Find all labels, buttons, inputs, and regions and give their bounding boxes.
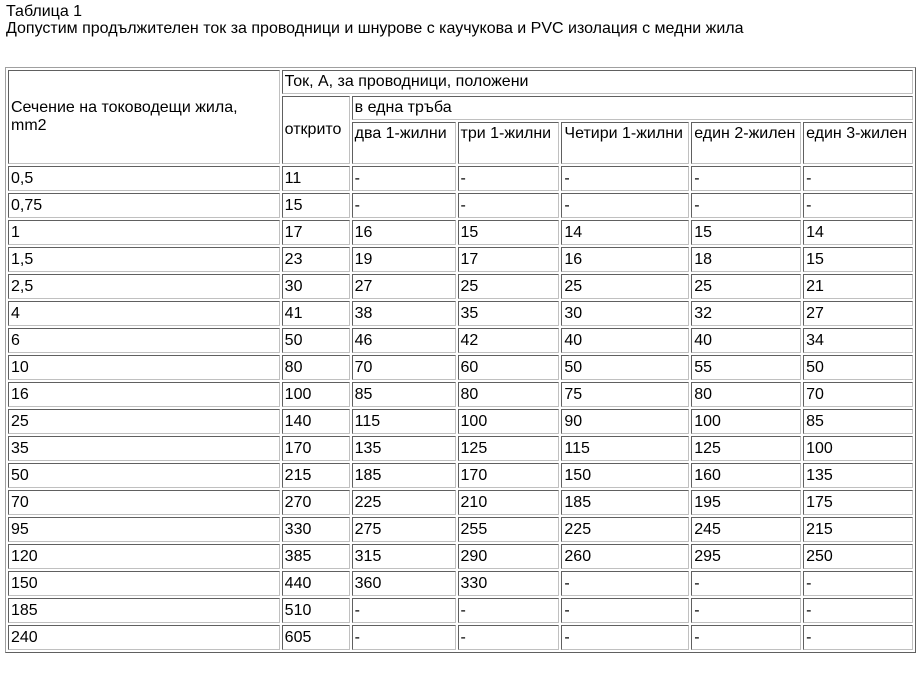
section-cell: 50 — [8, 463, 280, 488]
table-row — [8, 625, 913, 650]
section-cell: 16 — [8, 382, 280, 407]
current-cell: 25 — [691, 274, 801, 299]
current-cell: 70 — [352, 355, 456, 380]
current-cell: 385 — [282, 544, 350, 569]
current-cell: 40 — [561, 328, 689, 353]
section-cell: 25 — [8, 409, 280, 434]
current-cell: 270 — [282, 490, 350, 515]
current-cell: - — [561, 598, 689, 623]
current-cell: - — [458, 193, 560, 218]
current-cell: 215 — [803, 517, 913, 542]
table-row — [8, 409, 913, 434]
table-row — [8, 490, 913, 515]
current-cell: - — [561, 193, 689, 218]
current-cell: 21 — [803, 274, 913, 299]
current-cell: 15 — [282, 193, 350, 218]
current-cell: 55 — [691, 355, 801, 380]
current-cell: 30 — [282, 274, 350, 299]
section-cell: 95 — [8, 517, 280, 542]
header-three-single: три 1-жилни — [458, 122, 560, 164]
section-cell: 6 — [8, 328, 280, 353]
current-cell: - — [803, 193, 913, 218]
table-row — [8, 274, 913, 299]
section-cell: 1 — [8, 220, 280, 245]
section-cell: 150 — [8, 571, 280, 596]
table-row — [8, 463, 913, 488]
current-cell: 35 — [458, 301, 560, 326]
section-cell: 35 — [8, 436, 280, 461]
current-cell: 275 — [352, 517, 456, 542]
current-cell: 510 — [282, 598, 350, 623]
table-body — [8, 166, 913, 650]
current-cell: 135 — [803, 463, 913, 488]
current-cell: - — [691, 166, 801, 191]
current-cell: - — [458, 166, 560, 191]
current-cell: - — [458, 598, 560, 623]
current-cell: - — [691, 193, 801, 218]
section-cell: 0,5 — [8, 166, 280, 191]
current-cell: 170 — [282, 436, 350, 461]
current-cell: 15 — [803, 247, 913, 272]
current-cell: - — [352, 625, 456, 650]
current-cell: 290 — [458, 544, 560, 569]
current-cell: 140 — [282, 409, 350, 434]
current-cell: 50 — [803, 355, 913, 380]
current-cell: 38 — [352, 301, 456, 326]
current-cell: 75 — [561, 382, 689, 407]
current-cell: 27 — [352, 274, 456, 299]
current-cell: 250 — [803, 544, 913, 569]
current-cell: 80 — [458, 382, 560, 407]
current-cell: 17 — [458, 247, 560, 272]
section-cell: 10 — [8, 355, 280, 380]
section-cell: 0,75 — [8, 193, 280, 218]
current-table — [5, 67, 916, 653]
header-two-single: два 1-жилни — [352, 122, 456, 164]
current-cell: 170 — [458, 463, 560, 488]
current-cell: 115 — [561, 436, 689, 461]
current-cell: 80 — [282, 355, 350, 380]
table-row — [8, 571, 913, 596]
current-cell: 245 — [691, 517, 801, 542]
current-cell: 150 — [561, 463, 689, 488]
header-one-two: един 2-жилен — [691, 122, 801, 164]
current-cell: 185 — [352, 463, 456, 488]
current-cell: 14 — [803, 220, 913, 245]
header-one-three: един 3-жилен — [803, 122, 913, 164]
current-cell: 14 — [561, 220, 689, 245]
current-cell: 225 — [561, 517, 689, 542]
current-cell: 330 — [282, 517, 350, 542]
current-cell: - — [352, 598, 456, 623]
current-cell: 100 — [282, 382, 350, 407]
current-cell: 27 — [803, 301, 913, 326]
current-cell: - — [803, 598, 913, 623]
current-cell: 360 — [352, 571, 456, 596]
table-row — [8, 517, 913, 542]
current-cell: 42 — [458, 328, 560, 353]
table-row — [8, 301, 913, 326]
header-open: открито — [282, 96, 350, 164]
current-cell: 185 — [561, 490, 689, 515]
table-row — [8, 328, 913, 353]
current-cell: 135 — [352, 436, 456, 461]
current-cell: 100 — [458, 409, 560, 434]
current-cell: 16 — [352, 220, 456, 245]
current-cell: - — [561, 166, 689, 191]
section-cell: 1,5 — [8, 247, 280, 272]
current-cell: 15 — [458, 220, 560, 245]
current-cell: 195 — [691, 490, 801, 515]
current-cell: 70 — [803, 382, 913, 407]
section-cell: 185 — [8, 598, 280, 623]
current-cell: 46 — [352, 328, 456, 353]
current-cell: 315 — [352, 544, 456, 569]
current-cell: 25 — [561, 274, 689, 299]
current-cell: - — [803, 166, 913, 191]
table-row — [8, 436, 913, 461]
current-cell: - — [803, 625, 913, 650]
header-section: Сечение на тоководещи жила, mm2 — [8, 70, 280, 164]
section-cell: 240 — [8, 625, 280, 650]
current-cell: - — [561, 571, 689, 596]
current-cell: 175 — [803, 490, 913, 515]
current-cell: 30 — [561, 301, 689, 326]
current-cell: 210 — [458, 490, 560, 515]
current-cell: - — [803, 571, 913, 596]
current-cell: 215 — [282, 463, 350, 488]
header-in-tube: в една тръба — [352, 96, 913, 120]
table-title: Таблица 1 — [6, 3, 83, 20]
current-cell: 85 — [352, 382, 456, 407]
current-cell: 225 — [352, 490, 456, 515]
table-row — [8, 166, 913, 191]
table-row — [8, 382, 913, 407]
section-cell: 4 — [8, 301, 280, 326]
current-cell: 90 — [561, 409, 689, 434]
current-cell: 260 — [561, 544, 689, 569]
current-cell: 100 — [691, 409, 801, 434]
current-cell: 32 — [691, 301, 801, 326]
table-row — [8, 193, 913, 218]
current-cell: 60 — [458, 355, 560, 380]
current-cell: 605 — [282, 625, 350, 650]
table-subtitle: Допустим продължителен ток за проводници и шнурове с каучукова и PVC изолация с медни жила — [6, 20, 744, 37]
section-cell: 120 — [8, 544, 280, 569]
table-row — [8, 544, 913, 569]
current-cell: 160 — [691, 463, 801, 488]
current-cell: - — [561, 625, 689, 650]
current-cell: 16 — [561, 247, 689, 272]
table-caption — [6, 3, 744, 37]
current-cell: 125 — [458, 436, 560, 461]
current-cell: 295 — [691, 544, 801, 569]
current-cell: 15 — [691, 220, 801, 245]
current-cell: 11 — [282, 166, 350, 191]
current-cell: 41 — [282, 301, 350, 326]
table-row — [8, 355, 913, 380]
header-current: Ток, А, за проводници, положени — [282, 70, 913, 94]
current-cell: 330 — [458, 571, 560, 596]
table-row — [8, 247, 913, 272]
current-cell: 115 — [352, 409, 456, 434]
current-cell: 255 — [458, 517, 560, 542]
current-cell: 19 — [352, 247, 456, 272]
current-cell: 18 — [691, 247, 801, 272]
current-cell: 50 — [282, 328, 350, 353]
current-cell: 100 — [803, 436, 913, 461]
table-row — [8, 598, 913, 623]
current-cell: 34 — [803, 328, 913, 353]
current-cell: - — [691, 625, 801, 650]
current-cell: 40 — [691, 328, 801, 353]
section-cell: 2,5 — [8, 274, 280, 299]
current-cell: - — [691, 571, 801, 596]
header-four-single: Четири 1-жилни — [561, 122, 689, 164]
current-cell: - — [352, 166, 456, 191]
current-cell: 440 — [282, 571, 350, 596]
current-cell: 50 — [561, 355, 689, 380]
table-row — [8, 220, 913, 245]
section-cell: 70 — [8, 490, 280, 515]
current-cell: 25 — [458, 274, 560, 299]
current-cell: - — [691, 598, 801, 623]
current-cell: 85 — [803, 409, 913, 434]
current-cell: 80 — [691, 382, 801, 407]
current-cell: - — [352, 193, 456, 218]
current-cell: - — [458, 625, 560, 650]
current-cell: 17 — [282, 220, 350, 245]
current-cell: 23 — [282, 247, 350, 272]
current-cell: 125 — [691, 436, 801, 461]
